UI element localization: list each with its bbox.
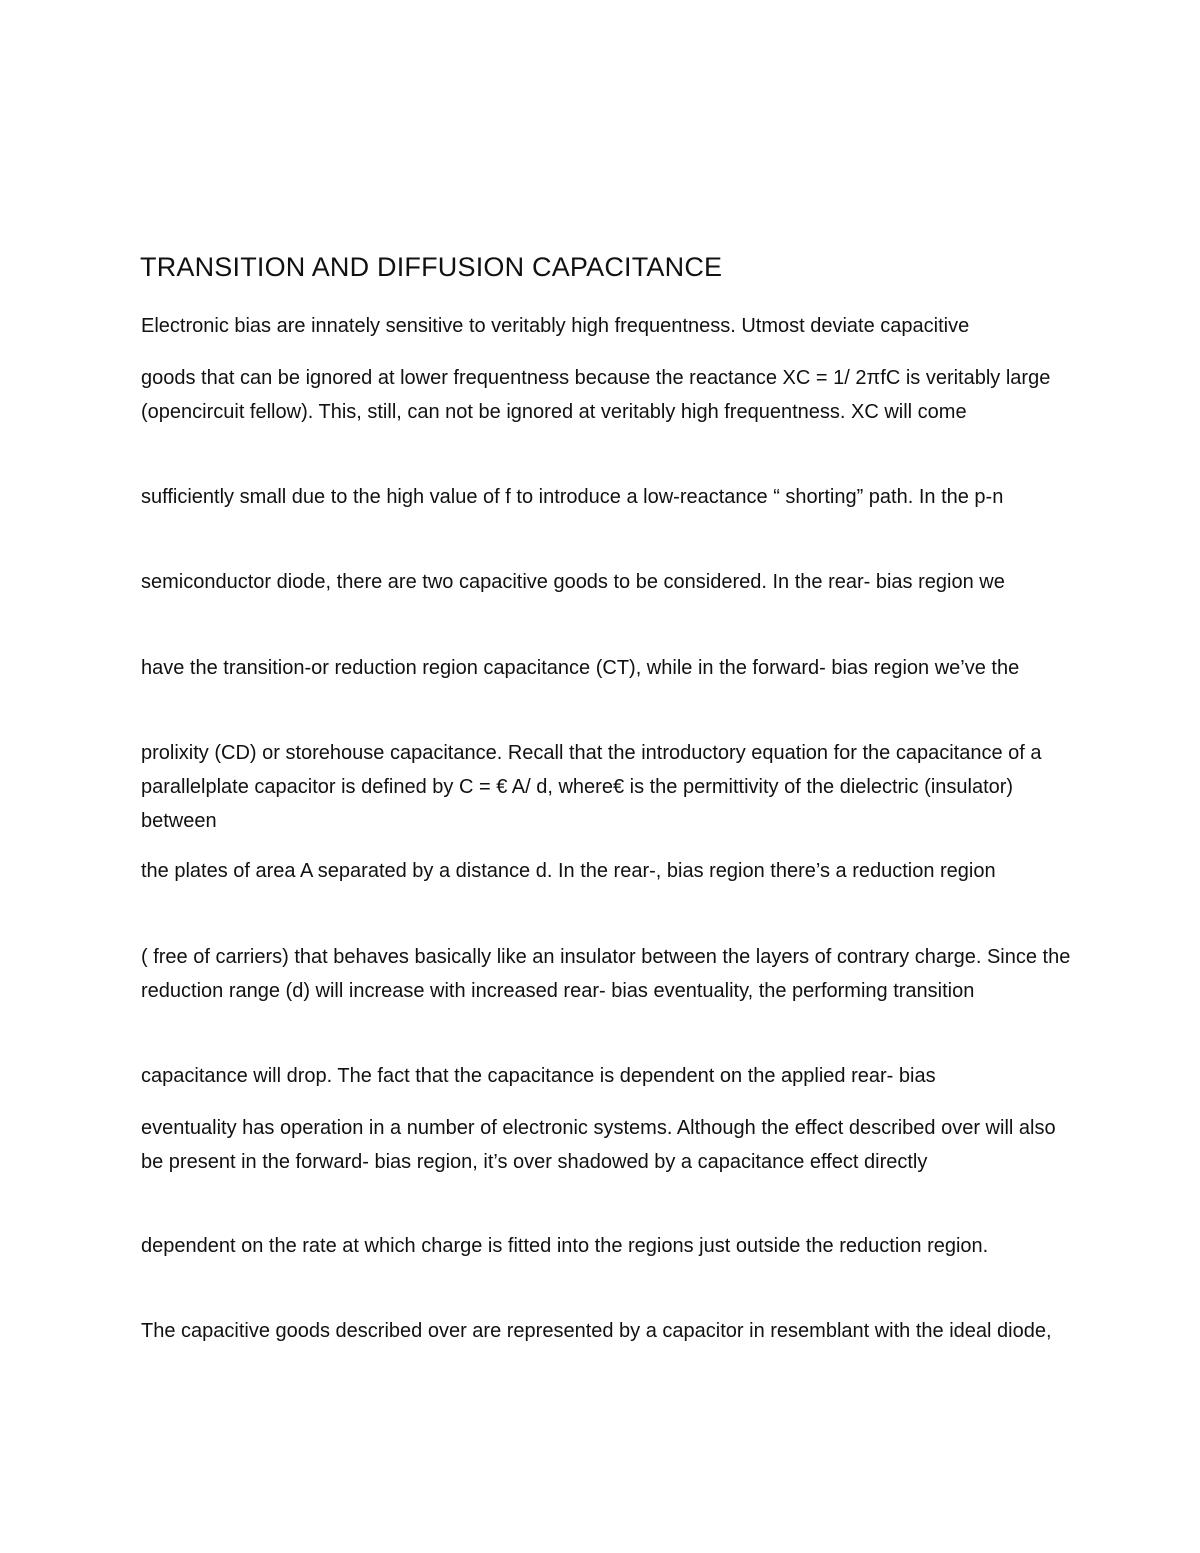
paragraph-7: the plates of area A separated by a distance d. In the rear-, bias region there’s a reduction region [141, 860, 996, 882]
paragraph-5: have the transition-or reduction region capacitance (CT), while in the forward- bias region we’ve the [141, 657, 1020, 679]
paragraph-2: goods that can be ignored at lower frequentness because the reactance XC = 1/ 2πfC is veritably large (opencircuit fellow). This, still, can not be ignored at veritably high frequentness. XC will come [141, 367, 1051, 423]
paragraph-1: Electronic bias are innately sensitive to veritably high frequentness. Utmost deviate capacitive [141, 315, 970, 337]
paragraph-10: eventuality has operation in a number of electronic systems. Although the effect described over will also be present in the forward- bias region, it’s over shadowed by a capacitance effect directly [141, 1117, 1056, 1173]
paragraph-3: sufficiently small due to the high value of f to introduce a low-reactance “ shorting” path. In the p-n [141, 486, 1004, 508]
paragraph-6: prolixity (CD) or storehouse capacitance. Recall that the introductory equation for the capacitance of a parallelplate capacitor is defined by C = € A/ d, where€ is the permittivity of the dielectric (insulator) between [141, 742, 1042, 832]
paragraph-8: ( free of carriers) that behaves basically like an insulator between the layers of contrary charge. Since the reduction range (d) will increase with increased rear- bias eventuality, the performing transition [141, 946, 1071, 1002]
paragraph-12: The capacitive goods described over are represented by a capacitor in resemblant with the ideal diode, [141, 1320, 1052, 1342]
paragraph-11: dependent on the rate at which charge is fitted into the regions just outside the reduction region. [141, 1235, 989, 1257]
paragraph-9: capacitance will drop. The fact that the capacitance is dependent on the applied rear- bias [141, 1065, 936, 1087]
document-title: TRANSITION AND DIFFUSION CAPACITANCE [140, 252, 723, 282]
paragraph-4: semiconductor diode, there are two capacitive goods to be considered. In the rear- bias region we [141, 571, 1005, 593]
